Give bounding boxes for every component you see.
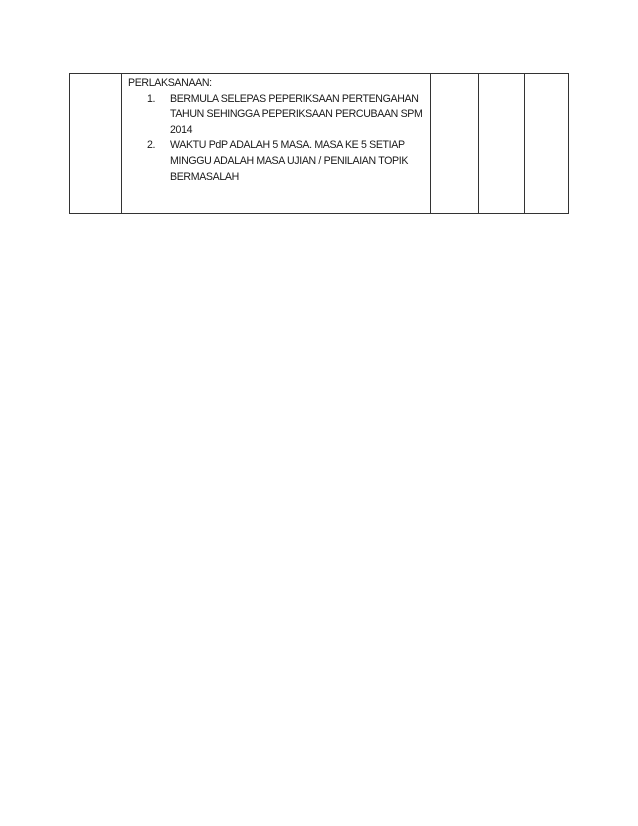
table-cell-blank-2 <box>479 74 525 214</box>
table-cell-blank-3 <box>525 74 569 214</box>
list-item <box>128 138 424 185</box>
table-cell-blank-left <box>70 74 122 214</box>
implementation-content <box>122 74 430 185</box>
list-item <box>128 92 424 139</box>
list-item-text: WAKTU PdP ADALAH 5 MASA. MASA KE 5 SETIAP MINGGU ADALAH MASA UJIAN / PENILAIAN TOPIK BERMASALAH <box>170 139 409 183</box>
implementation-list <box>128 92 424 186</box>
table-cell-blank-1 <box>431 74 479 214</box>
implementation-heading: PERLAKSANAAN: <box>128 77 212 89</box>
list-item-number: 2. <box>147 139 156 152</box>
activity-table <box>69 73 569 214</box>
table-cell-implementation <box>122 74 431 214</box>
table-row <box>70 74 569 214</box>
list-item-text: BERMULA SELEPAS PEPERIKSAAN PERTENGAHAN TAHUN SEHINGGA PEPERIKSAAN PERCUBAAN SPM 2014 <box>170 92 423 136</box>
list-item-number: 1. <box>147 92 156 105</box>
